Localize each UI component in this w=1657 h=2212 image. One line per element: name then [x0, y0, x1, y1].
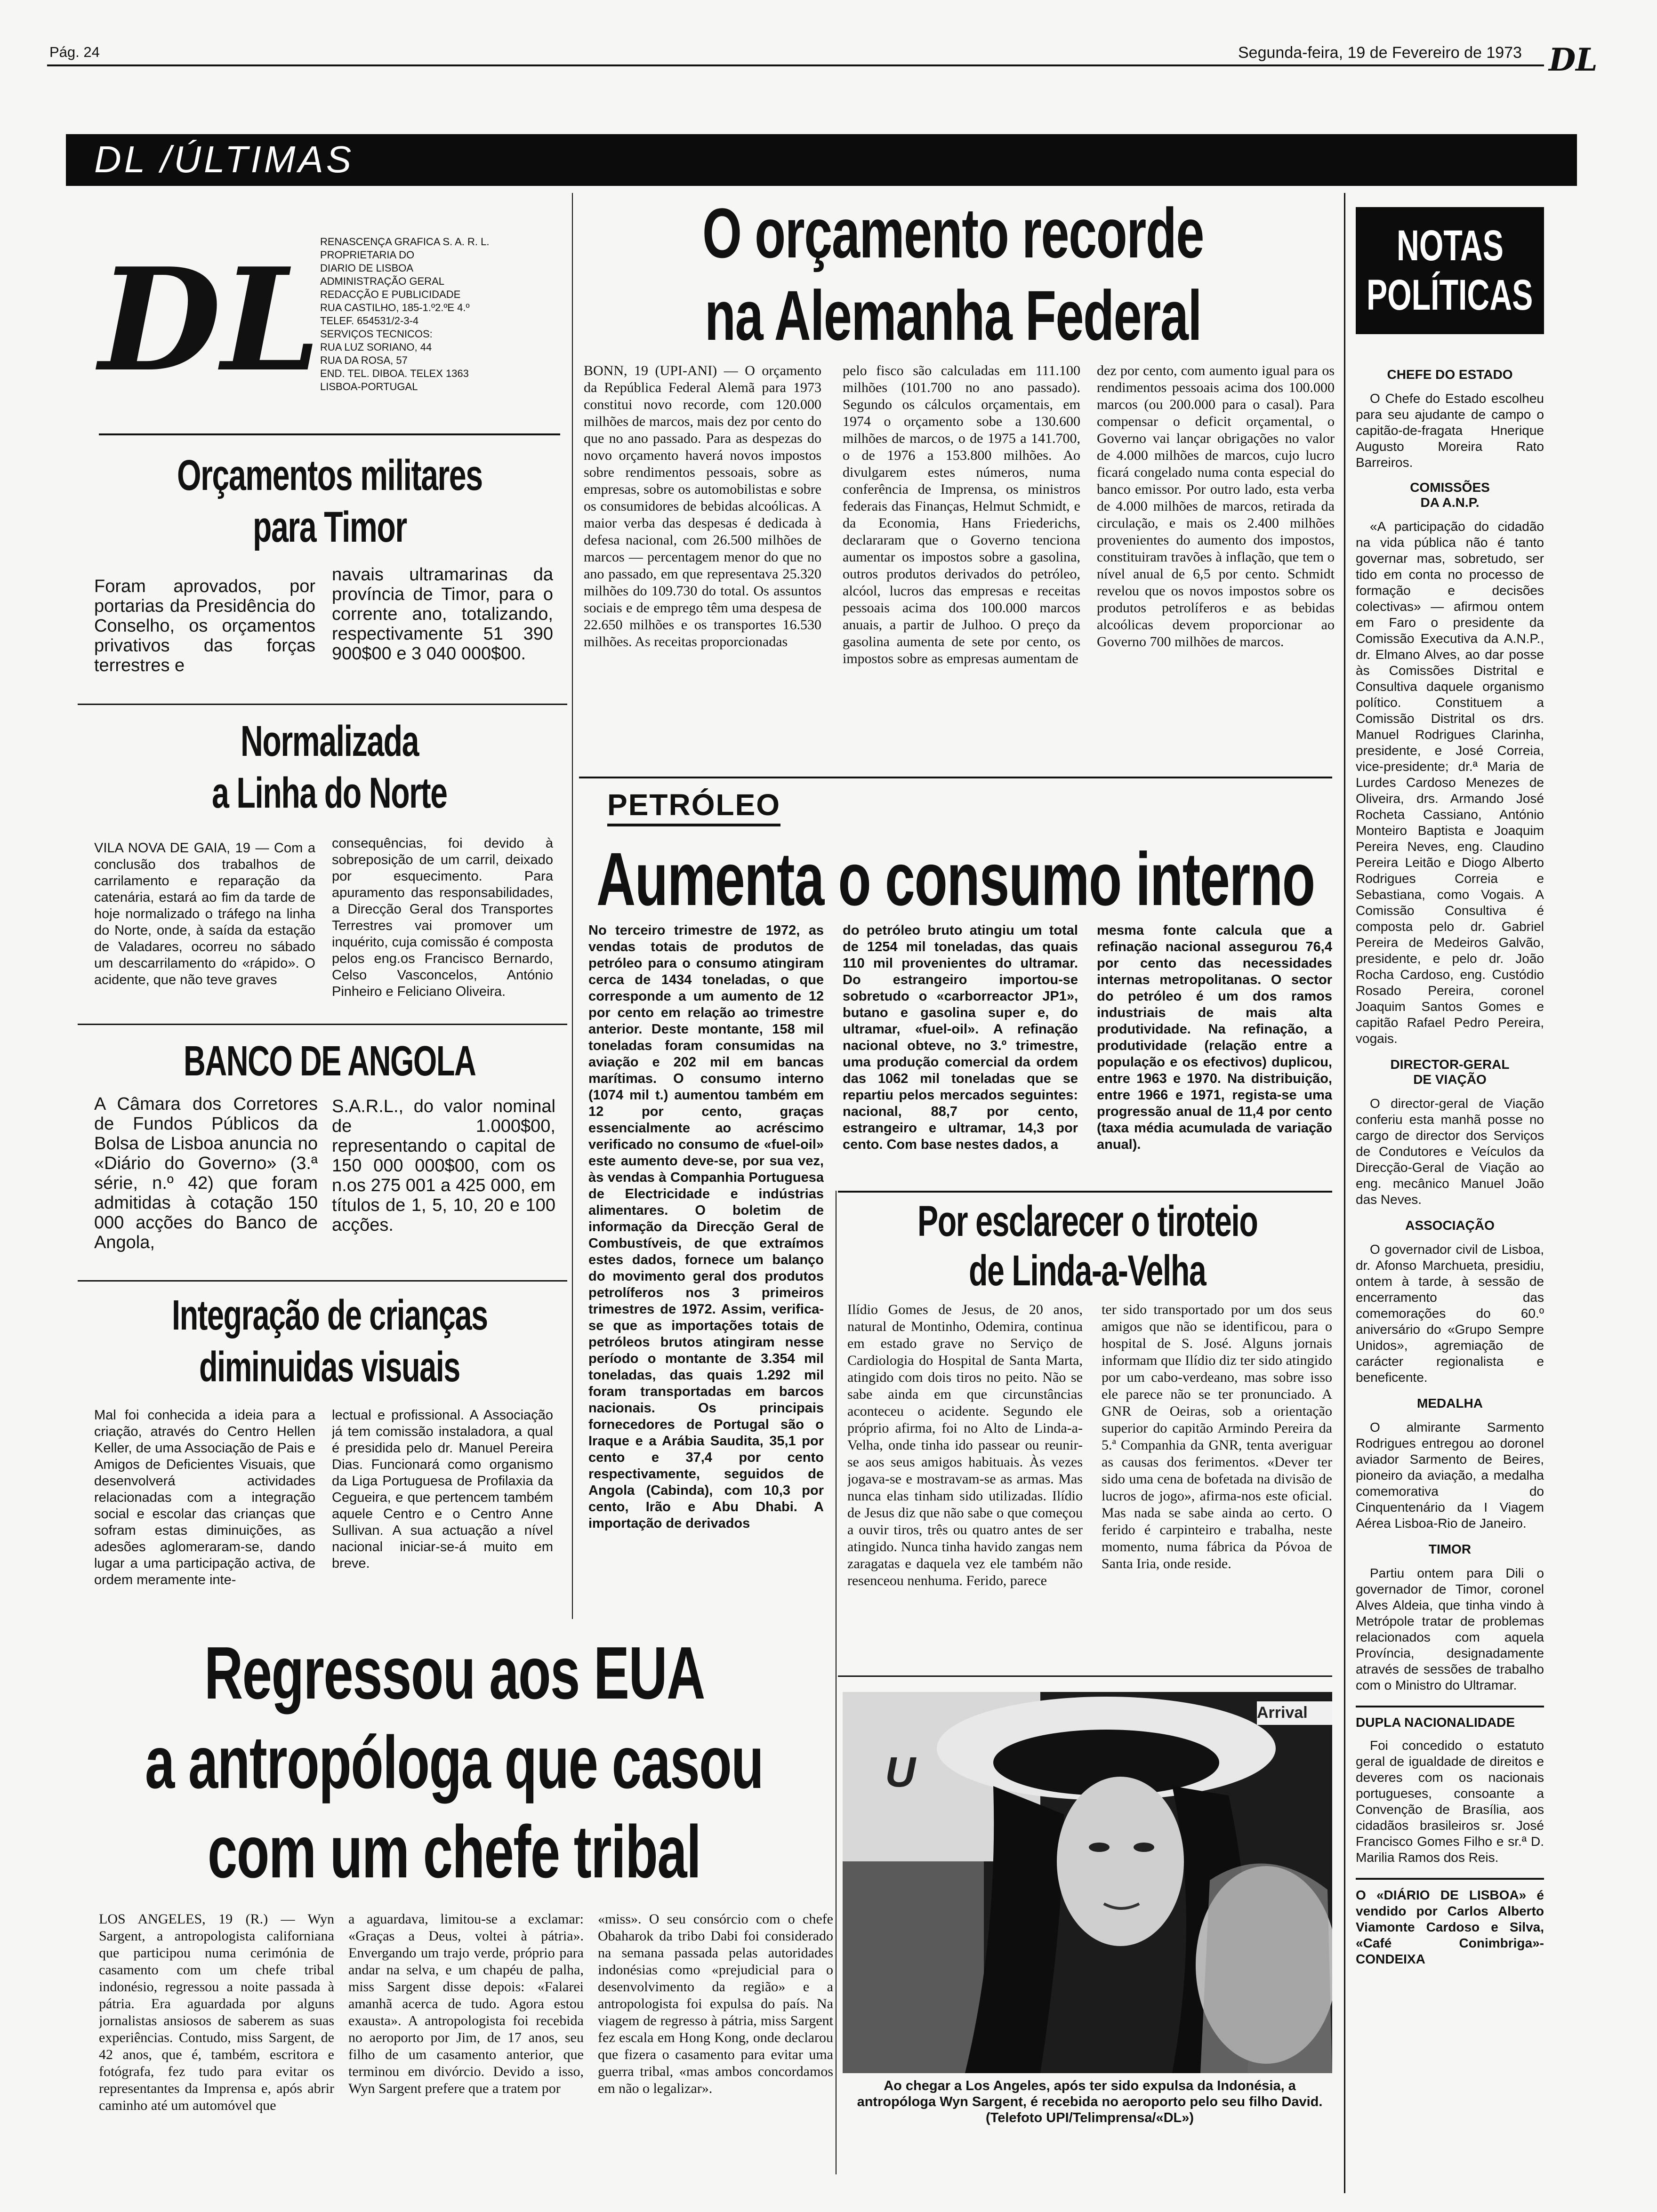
notas-title-box: [1356, 207, 1544, 334]
notas-heading: DUPLA NACIONALIDADE: [1356, 1715, 1515, 1730]
masthead-line: PROPRIETARIA DO: [320, 249, 415, 261]
notas-paragraph: O Chefe do Estado escolheu para seu ajudante de campo o capitão-de-fragata Hnerique Augusto Moreira Rato Barreiros.: [1356, 391, 1544, 470]
notas-column: [1356, 367, 1544, 2179]
orcamentos-title-1: Orçamentos militares: [177, 451, 483, 499]
section-bar: [66, 134, 1577, 186]
eua-headline: [75, 1621, 833, 1904]
petroleo-col-1: No terceiro trimestre de 1972, as vendas totais de produtos de petróleo para o consumo atingiram cerca de 1434 toneladas, o que corresponde a um aumento de 12 por cento em relação ao trimestre anterior. Deste montante, 158 mil toneladas foram consumidas na aviação e 202 mil em bancas marítimas. O consumo interno (1074 mil t.) aumentou também em 12 por cento, graças essencialmente ao acréscimo verificado no consumo de «fuel-oil» este aumento deve-se, por sua vez, às vendas à Companhia Portuguesa de Electricidade e indústrias alimentares. O boletim de informação da Direcção Geral de Combustíveis, de que extraímos estes dados, fornece um balanço do movimento geral dos produtos petrolíferos nos 3 primeiros trimestres de 1972. Assim, verifica-se que as importações totais de petróleos brutos atingiram nesse período o montante de 3.354 mil toneladas, das quais 1.292 mil foram transportadas em barcos nacionais. Os principais fornecedores de Portugal são o Iraque e a Arábia Saudita, 35,1 por cento e 37,4 por cento respectivamente, seguidos de Angola (Cabinda), com 10,3 por cento, Irão e Abu Dhabi. A importação de derivados: [588, 923, 824, 1531]
masthead-line: RENASCENÇA GRAFICA S. A. R. L.: [320, 236, 490, 248]
eua-title-2: a antropóloga que casou: [145, 1721, 764, 1804]
masthead-box: [320, 235, 560, 393]
masthead-logo: DL: [99, 237, 321, 403]
tiroteio-title-2: de Linda-a-Velha: [969, 1246, 1206, 1295]
tiroteio-headline: [843, 1195, 1332, 1297]
alemanha-col-1: BONN, 19 (UPI-ANI) — O orçamento da República Federal Alemã para 1973 constitui novo recorde, com 120.000 milhões de marcos, mais dez por cento do que no ano passado. Para as despezas do novo orçamento haverá novos impostos sobre rendimentos pessoais, sobre as empresas, sobre os automobilistas e sobre os consumidores de bebidas alcoólicas. A maior verba das despesas é dedicada à defesa nacional, com 26.500 milhões de marcos — percentagem menor do que no ano passado, em que representava 25.320 milhões do 109.730 do total. Os assuntos sociais e de emprego têm uma despesa de 22.650 milhões e os transportes 16.530 milhões. As receitas proporcionadas: [584, 363, 821, 649]
linha-headline: [94, 711, 565, 824]
notas-heading: DA A.N.P.: [1420, 495, 1480, 510]
masthead-line: END. TEL. DIBOA. TELEX 1363: [320, 368, 469, 379]
orcamentos-col-1: Foram aprovados, por portarias da Presidência do Conselho, os orçamentos privativos das forças terrestres e: [94, 577, 315, 675]
notas-box-rule: [1356, 1878, 1544, 1967]
notas-heading: ASSOCIAÇÃO: [1405, 1218, 1495, 1233]
criancas-headline: [94, 1282, 565, 1400]
alemanha-col-2: pelo fisco são calculadas em 111.100 milhões (101.700 no ano passado). Segundo os cálculos orçamentais, em 1974 o orçamento sobe a 130.600 milhões de marcos, o de 1975 a 141.700, o de 1976 a 153.800 milhões. Ao divulgarem estes números, numa conferência de Imprensa, os ministros federais das Finanças, Helmut Schmidt, e da Economia, Hans Friederichs, declararam que o Governo tenciona aumentar os impostos sobre a gasolina, outros produtos derivados do petróleo, alcóol, lucros das empresas e receitas pessoais acima dos 100.000 marcos anuais, a partir de Julhoo. O preço da gasolina aumenta de sete por cento, os impostos sobre as empresas aumentam de: [843, 363, 1080, 666]
linha-col-2: consequências, foi devido à sobreposição de um carril, deixado por esquecimento. Para apuramento das responsabilidades, a Direcção Geral dos Transportes Terrestres vai promover um inquérito, cuja comissão é composta pelos eng.os Francisco Bernardo, Celso Vasconcelos, António Pinheiro e Feliciano Oliveira.: [332, 836, 553, 999]
eua-col-2: a aguardava, limitou-se a exclamar: «Graças a Deus, voltei à pátria». Envergando um trajo verde, próprio para andar na selva, e um chapéu de palha, miss Sargent disse depois: «Falarei amanhã acerca de tudo. Agora estou exausta». A antropologista foi recebida no aeroporto por Jim, de 17 anos, seu filho de um casamento anterior, que terminou em divórcio. Devido a isso, Wyn Sargent prefere que a tratem por: [348, 1911, 584, 2096]
orcamentos-col-2: navais ultramarinas da província de Timor, para o corrente ano, totalizando, respectivamente 51 390 900$00 e 3 040 000$00.: [332, 565, 553, 664]
notas-heading: TIMOR: [1428, 1542, 1472, 1556]
petroleo-col-3: mesma fonte calcula que a refinação nacional assegurou 76,4 por cento das necessidades internas metropolitanas. O sector do petróleo é um dos ramos industriais de mais alta produtividade. Na refinação, a produtividade (relação entre a população e os efectivos) duplicou, entre 1963 e 1970. Na distribuição, entre 1966 e 1971, regista-se uma progressão anual de 11,4 por cento (taxa média acumulada de variação anual).: [1097, 923, 1332, 1152]
header-rule: [47, 64, 1544, 66]
notas-paragraph: O almirante Sarmento Rodrigues entregou ao doronel aviador Sarmento de Beires, pioneiro da aviação, a medalha comemorativa do Cinquentenário da I Viagem Aérea Lisboa-Rio de Janeiro.: [1356, 1420, 1544, 1531]
photo-sign-text: Arrival: [1257, 1704, 1308, 1722]
notas-title-2: POLÍTICAS: [1367, 271, 1533, 319]
header-logo: DL: [1549, 41, 1598, 78]
notas-heading: COMISSÕES: [1410, 480, 1490, 495]
column-divider: [836, 1191, 837, 2174]
tiroteio-col-2: ter sido transportado por um dos seus amigos que não se identificou, para o hospital de S. José. Alguns jornais informam que Ilídio diz ter sido atingido por um cabo-verdeano, mas sobre isso ele parece não se ter pronunciado. A GNR de Oeiras, sob a orientação superior do capitão Armindo Pereira da 5.ª Companhia da GNR, tenta averiguar as causas dos ferimentos. «Dever ter sido uma cena de bofetada na divisão de lucros de jogo», afirma-nos este oficial. Mas nada se sabe ainda ao certo. O ferido é carpinteiro e trabalha, neste momento, numa fábrica da Póvoa de Santa Iria, onde reside.: [1102, 1302, 1332, 1571]
rule-angola: [78, 1280, 567, 1282]
notas-paragraph: «A participação do cidadão na vida pública não é tanto governar mas, sobretudo, ser tido em conta no processo de formação e decisões colectivas» — afirmou ontem em Faro o presidente da Comissão Executiva da A.N.P., dr. Elmano Alves, ao dar posse às Comissões Distrital e Consultiva daquele organismo político. Constituem a Comissão Distrital os drs. Manuel Rodrigues Clarinha, presidente, e José Correia, vice-presidente; dr.ª Maria de Lurdes Cardoso Menezes de Oliveira, drs. Armando José Rocheta Cassiano, António Monteiro Baptista e Joaquim Pereira Neves, eng. Claudino Pereira Leitão e Diogo Alberto Rodrigues Correia e Sebastiana, como Vogais. A Comissão Consultiva é composta pelo dr. Gabriel Pereira de Medeiros Galvão, presidente, e pelo dr. João Rocha Cardoso, eng. Custódio Rosado Pereira, coronel Joaquim Santos Gomes e capitão Rafael Pedro Pereira, vogais.: [1356, 519, 1544, 1046]
petroleo-col-2: do petróleo bruto atingiu um total de 1254 mil toneladas, das quais 110 mil provenientes do ultramar. Do estrangeiro importou-se sobretudo o «carborreactor JP1», butano e gasolina super e, do ultramar, «fuel-oil». A refinação nacional obteve, no 3.º trimestre, uma produção comercial da ordem das 1062 mil toneladas que se repartiu pelos mercados seguintes: nacional, 88,7 por cento, estrangeiro e ultramar, 14,3 por cento. Com base nestes dados, a: [843, 923, 1078, 1152]
linha-title-1: Normalizada: [240, 717, 419, 765]
alemanha-col-3: dez por cento, com aumento igual para os rendimentos pessoais acima dos 100.000 marcos (ou 200.000 para o casal). Para compensar o deficit orçamental, o Governo vai lançar obrigações no valor de 4.000 milhões de marcos, cujo lucro ficará congelado numa conta especial do banco emissor. Por outro lado, esta verba de 4.000 milhões de marcos, retirada da circulação, e mais os 2.400 milhões provenientes do aumento dos impostos, constituiram travões à inflação, que tem o nível anual de 6,5 por cento. Schmidt revelou que os novos impostos sobre os produtos petrolíferos e as bebidas alcoólicas devem proporcionar ao Governo 700 milhões de marcos.: [1097, 363, 1335, 649]
page-number: Pág. 24: [49, 44, 100, 60]
masthead: [99, 226, 560, 435]
eua-title-1: Regressou aos EUA: [204, 1632, 705, 1715]
notas-paragraph: O governador civil de Lisboa, dr. Afonso Marchueta, presidiu, ontem à tarde, à sessão de encerramento das comemorações do 60.º aniversário do «Grupo Sempre Unidos», agremiação de carácter regionalista e beneficente.: [1356, 1242, 1544, 1385]
rule-tiroteio: [838, 1191, 1332, 1193]
notas-heading: DE VIAÇÃO: [1413, 1072, 1487, 1087]
petroleo-title: Aumenta o consumo interno: [596, 836, 1315, 921]
issue-date: Segunda-feira, 19 de Fevereiro de 1973: [1238, 44, 1522, 62]
column-divider: [572, 193, 573, 1619]
eua-title-3: com um chefe tribal: [208, 1811, 701, 1893]
rule-linha: [78, 1024, 567, 1025]
notas-paragraph: O «DIÁRIO DE LISBOA» é vendido por Carlos Alberto Viamonte Cardoso e Silva, «Café Conimbriga»-CONDEIXA: [1356, 1888, 1544, 1966]
rule-alemanha: [579, 777, 1332, 778]
criancas-title-1: Integração de crianças: [171, 1292, 488, 1339]
alemanha-title-2: na Alemanha Federal: [705, 275, 1202, 355]
petroleo-kicker: PETRÓLEO: [607, 786, 780, 826]
linha-col-1: VILA NOVA DE GAIA, 19 — Com a conclusão dos trabalhos de carrilamento e reparação da catenária, estará ao fim da tarde de hoje normalizado o tráfego na linha do Norte, onde, à saída da estação de Valadares, ocorreu no sábado um descarrilamento do «rápido». O acidente, que não teve graves: [94, 841, 315, 987]
eua-col-3: «miss». O seu consórcio com o chefe Obaharok da tribo Dabi foi considerado na semana passada pelas autoridades indonésias como «prejudicial para o desenvolvimento da região» e a antropologista foi expulsa do país. Na viagem de regresso à pátria, miss Sargent fez escala em Hong Kong, onde declarou que fizera o casamento para evitar uma guerra tribal, «mas ambos concordamos em não o legalizar».: [598, 1911, 833, 2096]
angola-col-1: A Câmara dos Corretores de Fundos Públicos da Bolsa de Lisboa anuncia no «Diário do Governo» (3.ª série, n.º 42) que foram admitidas à cotação 150 000 acções do Banco de Angola,: [94, 1094, 318, 1252]
eua-col-1: LOS ANGELES, 19 (R.) — Wyn Sargent, a antropologista californiana que participou numa cerimónia de casamento com um chefe tribal indonésio, regressou a noite passada à pátria. Era aguardada por alguns jornalistas ansiosos de saberem as suas experiências. Contudo, miss Sargent, de 42 anos, que é, também, escritora e fotógrafa, fez tudo para evitar os representantes da Imprensa e, após abrir caminho até um automóvel que: [99, 1911, 334, 2113]
notas-heading: DIRECTOR-GERAL: [1390, 1057, 1510, 1072]
masthead-line: TELEF. 654531/2-3-4: [320, 315, 419, 327]
notas-heading: MEDALHA: [1417, 1396, 1483, 1411]
alemanha-headline: [579, 188, 1327, 360]
masthead-line: REDACÇÃO E PUBLICIDADE: [320, 289, 461, 300]
notas-box-rule: [1356, 1706, 1544, 1866]
notas-title-1: NOTAS: [1396, 222, 1504, 270]
petroleo-headline: [579, 833, 1332, 925]
news-photo: [843, 1692, 1332, 2073]
angola-col-2: S.A.R.L., do valor nominal de 1.000$00, representando o capital de 150 000 000$00, com os n.os 275 001 a 425 000, em títulos de 1, 5, 10, 20 e 100 acções.: [332, 1097, 555, 1235]
photo-caption: Ao chegar a Los Angeles, após ter sido expulsa da Indonésia, a antropóloga Wyn Sargent, é recebida no aeroporto pelo seu filho David. (Telefoto UPI/Telimprensa/«DL»): [857, 2078, 1323, 2125]
tiroteio-title-1: Por esclarecer o tiroteio: [917, 1197, 1258, 1245]
masthead-line: SERVIÇOS TECNICOS:: [320, 328, 433, 340]
orcamentos-title-2: para Timor: [252, 503, 407, 551]
tiroteio-col-1: Ilídio Gomes de Jesus, de 20 anos, natural de Montinho, Odemira, continua em estado grave no Serviço de Cardiologia do Hospital de Santa Marta, atingido com dois tiros no peito. Não se sabe ainda em que circunstâncias aconteceu o acidente. Segundo ele próprio afirma, foi no Alto de Linda-a-Velha, onde tinha ido passear ou reunir-se aos seus amigos habituais. Às vezes jogava-se e mostravam-se as armas. Mas nunca elas tinham sido utilizadas. Ilídio de Jesus diz que não sabe o que começou a ouvir tiros, três ou quatro antes de ser atingido. Nunca tinha havido zangas nem zaragatas e daquela vez ele também não resenceou nenhuma. Ferido, parece: [847, 1302, 1083, 1588]
section-title: DL /ÚLTIMAS: [94, 138, 354, 180]
angola-headline: [94, 1031, 565, 1092]
notas-paragraph: Foi concedido o estatuto geral de igualdade de direitos e deveres com os nacionais portugueses, consoante a Convenção de Brasília, aos cidadãos brasileiros sr. José Francisco Gomes Filho e sr.ª D. Marilia Ramos dos Reis.: [1356, 1738, 1544, 1865]
masthead-line: ADMINISTRAÇÃO GERAL: [320, 275, 445, 287]
notas-heading: CHEFE DO ESTADO: [1387, 367, 1513, 382]
rule-orcamentos: [78, 704, 567, 705]
photo-illustration: [843, 1692, 1332, 2073]
masthead-line: DIARIO DE LISBOA: [320, 262, 414, 274]
linha-title-2: a Linha do Norte: [212, 769, 447, 817]
masthead-line: RUA DA ROSA, 57: [320, 354, 408, 366]
masthead-line: RUA LUZ SORIANO, 44: [320, 341, 432, 353]
criancas-col-2: lectual e profissional. A Associação já tem comissão instaladora, a qual é presidida pelo dr. Manuel Pereira Dias. Funcionará como organismo da Liga Portuguesa de Profilaxia da Cegueira, e que pertencem também aquele Centro e o Centro Anne Sullivan. A sua actuação a nível nacional iniciar-se-á muito em breve.: [332, 1408, 553, 1571]
criancas-col-1: Mal foi conhecida a ideia para a criação, através do Centro Hellen Keller, de uma Associação de Pais e Amigos de Deficientes Visuais, que desenvolverá actividades relacionadas com a integração social e escolar das crianças que sofram estas diminuições, as adesões aglomeraram-se, dando lugar a uma participação activa, de ordem meramente inte-: [94, 1408, 315, 1587]
masthead-line: LISBOA-PORTUGAL: [320, 381, 418, 393]
angola-title: BANCO DE ANGOLA: [183, 1038, 476, 1085]
alemanha-title-1: O orçamento recorde: [702, 193, 1204, 272]
photo-sign-fragment: U: [885, 1749, 916, 1796]
masthead-line: RUA CASTILHO, 185-1.º2.ºE 4.º: [320, 302, 470, 313]
notas-paragraph: Partiu ontem para Dili o governador de Timor, coronel Alves Aldeia, que tinha vindo à Metrópole tratar de problemas relacionados com aquela Província, designadamente através de sessões de trabalho com o Ministro do Ultramar.: [1356, 1566, 1544, 1692]
notas-paragraph: O director-geral de Viação conferiu esta manhã posse no cargo de director dos Serviços de Condutores e Veículos da Direcção-Geral de Viação ao eng. mecânico Manuel João das Neves.: [1356, 1096, 1544, 1207]
criancas-title-2: diminuidas visuais: [199, 1344, 460, 1391]
notas-divider: [1344, 193, 1345, 2193]
rule-tiroteio-bottom: [838, 1675, 1332, 1677]
orcamentos-headline: [94, 447, 565, 555]
